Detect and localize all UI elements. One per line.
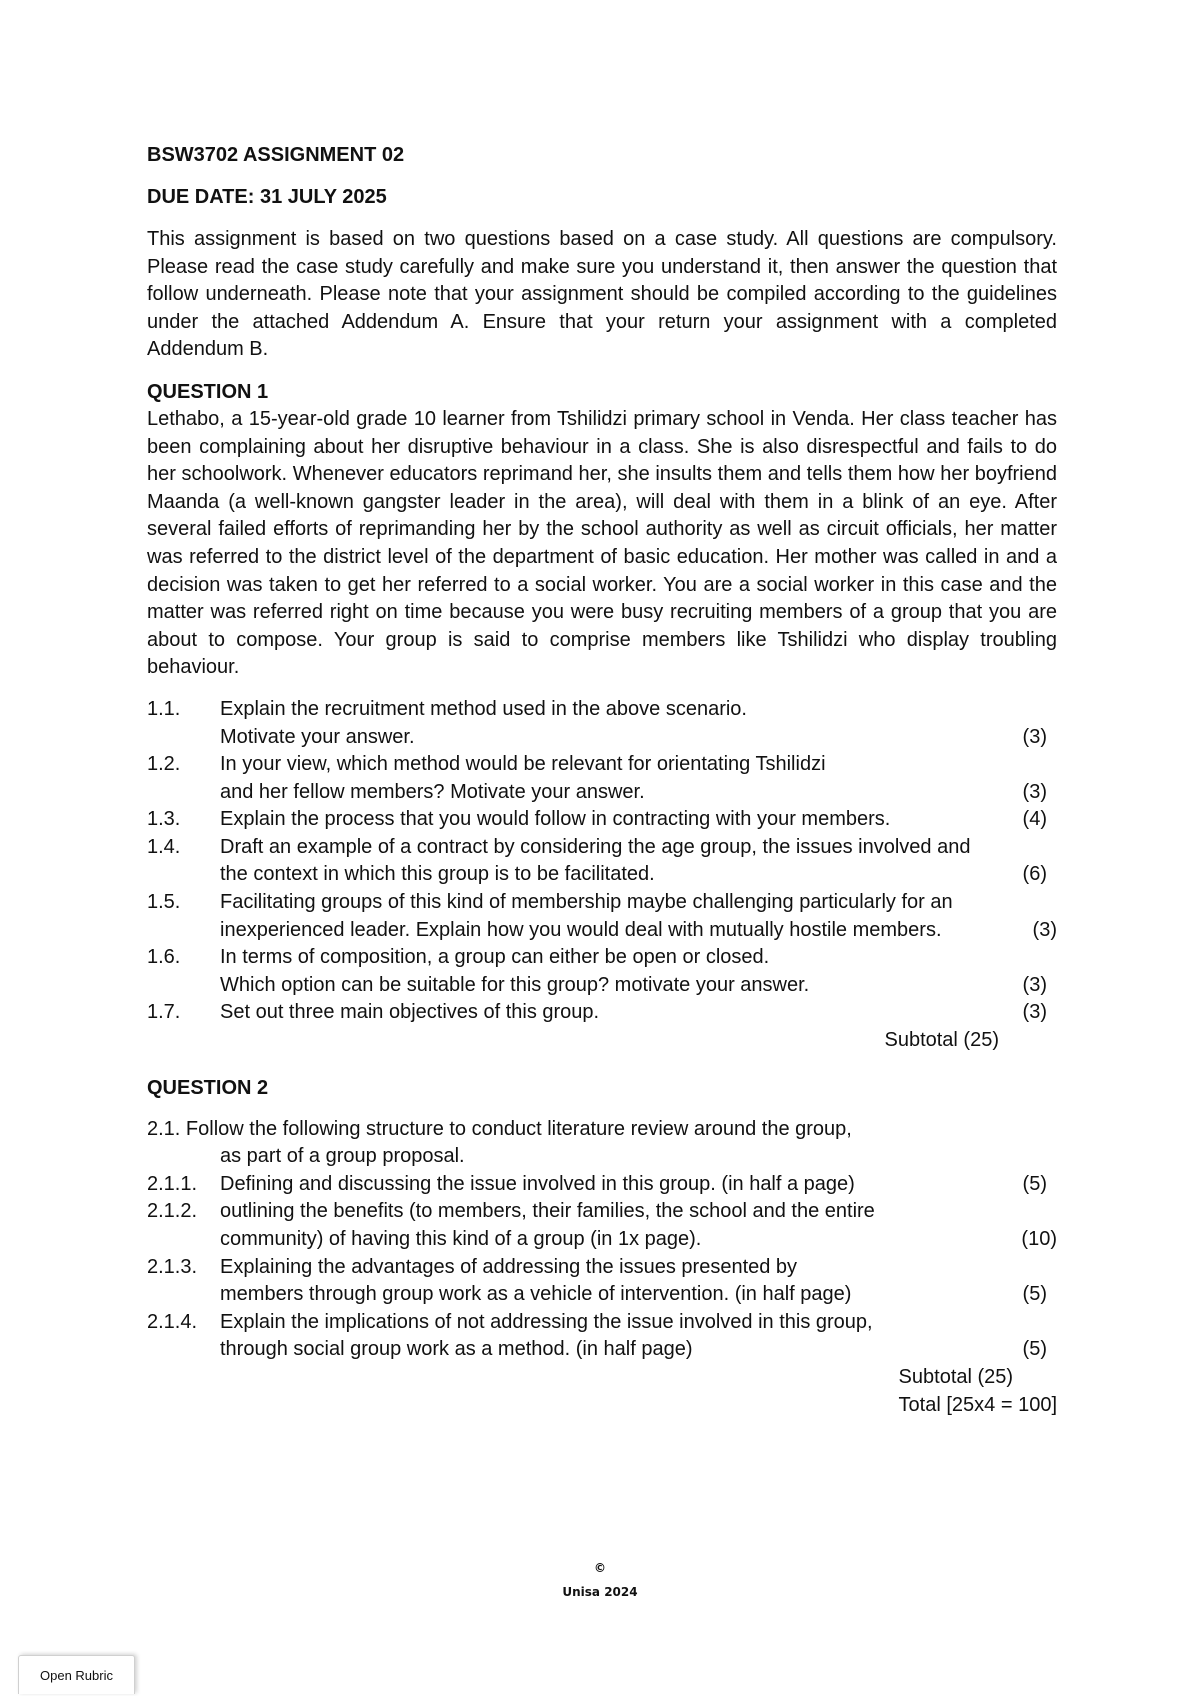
question-number: 1.3.	[147, 808, 181, 831]
question-text: Facilitating groups of this kind of membership maybe challenging particularly for an	[220, 891, 953, 914]
case-study: Lethabo, a 15-year-old grade 10 learner from Tshilidzi primary school in Venda. Her class teacher has been complaining about her disruptive behaviour in a class. She is also disrespectful and fails to do her schoolwork. Whenever educators reprimand her, she insults them and tells them how her boyfriend Maanda (a well-known gangster leader in the area), will deal with them in a blink of an eye. After several failed efforts of reprimanding her by the school authority as well as circuit officials, her matter was referred to the district level of the department of basic education. Her mother was called in and a decision was taken to get her referred to a social worker. You are a social worker in this case and the matter was referred right on time because you were busy recruiting members of a group that you are about to compose. Your group is said to comprise members like Tshilidzi who display troubling behaviour.	[147, 407, 1057, 679]
question-mark: (3)	[1022, 780, 1047, 803]
grand-total: Total [25x4 = 100]	[898, 1393, 1057, 1416]
question-mark: (4)	[1022, 808, 1047, 831]
question-text: outlining the benefits (to members, their families, the school and the entire	[220, 1200, 875, 1223]
question-text: Draft an example of a contract by considering the age group, the issues involved and	[220, 835, 971, 858]
open-rubric-button[interactable]: Open Rubric	[18, 1655, 135, 1694]
publisher-label: Unisa 2024	[562, 1585, 638, 1599]
question-mark: (3)	[1022, 1001, 1047, 1024]
question-number: 2.1.3.	[147, 1255, 198, 1278]
question-text: Which option can be suitable for this group? motivate your answer.	[220, 973, 810, 996]
question-2-heading: QUESTION 2	[147, 1076, 269, 1099]
question-text: In your view, which method would be relevant for orientating Tshilidzi	[220, 753, 826, 776]
question-number: 2.1.2.	[147, 1200, 198, 1223]
question-text: community) of having this kind of a group (in 1x page).	[220, 1228, 702, 1250]
question-number: 2.1.	[147, 1117, 181, 1140]
totals-block	[147, 1364, 1057, 1419]
question-number: 1.2.	[147, 753, 181, 776]
question-2-intro	[147, 1116, 1057, 1171]
question-1-subtotal: Subtotal (25)	[884, 1029, 999, 1052]
question-item	[147, 1254, 1057, 1309]
question-text: Set out three main objectives of this group.	[220, 1001, 600, 1024]
assignment-title: BSW3702 ASSIGNMENT 02	[147, 144, 405, 166]
question-mark: (5)	[1022, 1338, 1047, 1361]
question-item	[147, 696, 1057, 751]
question-item	[147, 1198, 1057, 1253]
question-item	[147, 834, 1057, 889]
question-text: Explain the implications of not addressing the issue involved in this group,	[220, 1310, 873, 1333]
question-mark: (5)	[1022, 1172, 1047, 1195]
question-item	[147, 1309, 1057, 1364]
question-number: 2.1.1.	[147, 1172, 198, 1195]
question-text: Motivate your answer.	[220, 725, 415, 748]
question-text: Explain the recruitment method used in the above scenario.	[220, 697, 747, 720]
question-item	[147, 889, 1057, 944]
question-mark: (3)	[1022, 973, 1047, 996]
question-number: 1.1.	[147, 697, 181, 720]
question-item	[147, 751, 1057, 806]
question-text: inexperienced leader. Explain how you would deal with mutually hostile members.	[220, 918, 942, 941]
question-text: as part of a group proposal.	[220, 1145, 465, 1168]
question-1-heading: QUESTION 1	[147, 380, 269, 403]
question-text: Follow the following structure to conduct literature review around the group,	[185, 1117, 852, 1140]
question-1-list	[147, 696, 1057, 1055]
question-number: 1.4.	[147, 835, 181, 858]
question-text: members through group work as a vehicle of intervention. (in half page)	[220, 1283, 852, 1306]
question-2-subtotal: Subtotal (25)	[898, 1365, 1014, 1388]
assignment-intro: This assignment is based on two questions based on a case study. All questions are compulsory. Please read the case study carefully and make sure you understand it, then answer the question that follow underneath. Please note that your assignment should be compiled according to the guidelines under the attached Addendum A. Ensure that your return your assignment with a completed Addendum B.	[147, 228, 1057, 361]
question-item	[147, 999, 1057, 1027]
question-text: Explaining the advantages of addressing the issues presented by	[220, 1255, 798, 1278]
question-text: In terms of composition, a group can either be open or closed.	[220, 946, 770, 969]
question-text: through social group work as a method. (in half page)	[220, 1338, 693, 1361]
question-mark: (3)	[1022, 725, 1047, 748]
question-number: 1.7.	[147, 1001, 181, 1024]
question-mark: (10)	[1021, 1228, 1057, 1250]
question-number: 2.1.4.	[147, 1310, 198, 1333]
question-item	[147, 806, 1057, 834]
question-text: Defining and discussing the issue involved in this group. (in half a page)	[220, 1172, 855, 1195]
question-item	[147, 944, 1057, 999]
question-2-list	[147, 1116, 1057, 1420]
assignment-content	[147, 142, 1057, 1419]
page-footer	[0, 1556, 1200, 1604]
question-text: Explain the process that you would follow in contracting with your members.	[220, 808, 891, 831]
question-mark: (3)	[1032, 918, 1057, 941]
question-mark: (5)	[1022, 1283, 1047, 1306]
question-number: 1.6.	[147, 946, 181, 969]
question-number: 1.5.	[147, 891, 181, 914]
copyright-symbol: ©	[594, 1561, 606, 1575]
question-text: and her fellow members? Motivate your answer.	[220, 780, 645, 803]
question-text: the context in which this group is to be facilitated.	[220, 863, 655, 886]
due-date: DUE DATE: 31 JULY 2025	[147, 186, 387, 208]
question-mark: (6)	[1022, 863, 1047, 886]
question-item	[147, 1171, 1057, 1199]
